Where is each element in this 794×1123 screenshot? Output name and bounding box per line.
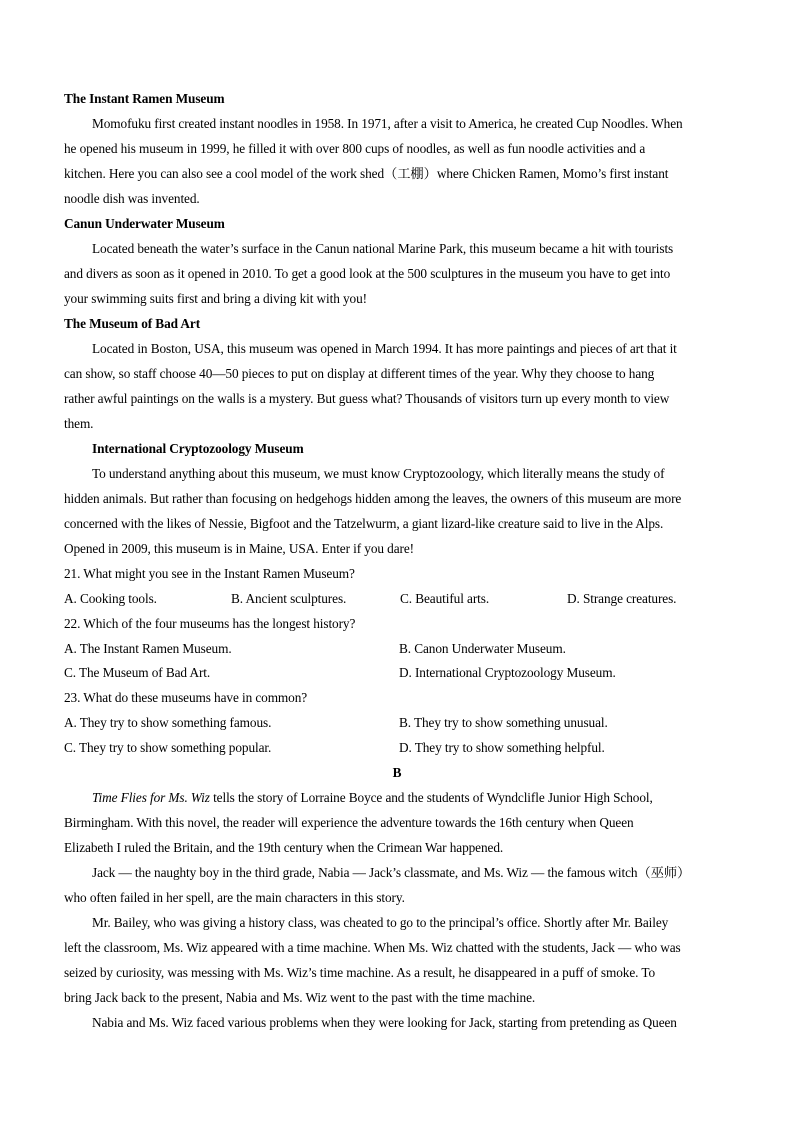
q23-option-b: B. They try to show something unusual. [399, 715, 608, 730]
paragraph-line: Jack — the naughty boy in the third grade, Nabia — Jack’s classmate, and Ms. Wiz — the famous witch（巫师） [92, 865, 691, 880]
q21-option-c: C. Beautiful arts. [400, 591, 490, 606]
paragraph-line: Located beneath the water’s surface in the Canun national Marine Park, this museum became a hit with tourists [92, 241, 674, 256]
museum-title-instant-ramen: The Instant Ramen Museum [64, 91, 225, 106]
question-23-stem: 23. What do these museums have in common? [64, 690, 308, 705]
section-b-heading: B [392, 765, 402, 780]
museum-title-canun-underwater: Canun Underwater Museum [64, 216, 225, 231]
paragraph-line: can show, so staff choose 40—50 pieces to put on display at different times of the year. Why they choose to hang [64, 366, 655, 381]
q21-option-d: D. Strange creatures. [567, 591, 677, 606]
paragraph-line: Mr. Bailey, who was giving a history class, was cheated to go to the principal’s office. Shortly after Mr. Bailey [92, 915, 669, 930]
paragraph-line: he opened his museum in 1999, he filled it with over 800 cups of noodles, as well as fun noodle activities and a [64, 141, 646, 156]
question-22-stem: 22. Which of the four museums has the longest history? [64, 616, 356, 631]
q23-option-d: D. They try to show something helpful. [399, 740, 605, 755]
paragraph-line: rather awful paintings on the walls is a mystery. But guess what? Thousands of visitors turn up every month to view [64, 391, 670, 406]
q22-option-c: C. The Museum of Bad Art. [64, 665, 211, 680]
paragraph-line: them. [64, 416, 94, 431]
paragraph-line: bring Jack back to the present, Nabia and Ms. Wiz went to the past with the time machine. [64, 990, 536, 1005]
paragraph-line: Elizabeth I ruled the Britain, and the 19th century when the Crimean War happened. [64, 840, 504, 855]
paragraph-text: tells the story of Lorraine Boyce and the students of Wyndclifle Junior High School, [209, 790, 653, 805]
paragraph-line: Opened in 2009, this museum is in Maine, USA. Enter if you dare! [64, 541, 414, 556]
q23-option-c: C. They try to show something popular. [64, 740, 272, 755]
paragraph-line: your swimming suits first and bring a diving kit with you! [64, 291, 367, 306]
q23-option-a: A. They try to show something famous. [64, 715, 272, 730]
paragraph-line: kitchen. Here you can also see a cool model of the work shed（工棚）where Chicken Ramen, Momo’s first instant [64, 166, 669, 181]
q21-option-a: A. Cooking tools. [64, 591, 157, 606]
q22-option-a: A. The Instant Ramen Museum. [64, 641, 232, 656]
paragraph-line: Located in Boston, USA, this museum was opened in March 1994. It has more paintings and pieces of art that it [92, 341, 677, 356]
q22-option-b: B. Canon Underwater Museum. [399, 641, 566, 656]
paragraph-line: Momofuku first created instant noodles in 1958. In 1971, after a visit to America, he created Cup Noodles. When [92, 116, 683, 131]
museum-title-cryptozoology: International Cryptozoology Museum [92, 441, 304, 456]
question-21-stem: 21. What might you see in the Instant Ramen Museum? [64, 566, 355, 581]
paragraph-line: who often failed in her spell, are the main characters in this story. [64, 890, 405, 905]
paragraph-line: left the classroom, Ms. Wiz appeared with a time machine. When Ms. Wiz chatted with the students, Jack — who was [64, 940, 681, 955]
paragraph-line: noodle dish was invented. [64, 191, 200, 206]
paragraph-line [92, 790, 653, 806]
paragraph-line: hidden animals. But rather than focusing on hedgehogs hidden among the leaves, the owners of this museum are more [64, 491, 682, 506]
book-title: Time Flies for Ms. Wiz [92, 790, 210, 805]
q22-option-d: D. International Cryptozoology Museum. [399, 665, 616, 680]
paragraph-line: seized by curiosity, was messing with Ms. Wiz’s time machine. As a result, he disappeared in a puff of smoke. To [64, 965, 655, 980]
paragraph-line: To understand anything about this museum, we must know Cryptozoology, which literally means the study of [92, 466, 665, 481]
paragraph-line: Birmingham. With this novel, the reader will experience the adventure towards the 16th century when Queen [64, 815, 634, 830]
paragraph-line: Nabia and Ms. Wiz faced various problems when they were looking for Jack, starting from pretending as Queen [92, 1015, 677, 1030]
q21-option-b: B. Ancient sculptures. [231, 591, 347, 606]
museum-title-bad-art: The Museum of Bad Art [64, 316, 201, 331]
paragraph-line: and divers as soon as it opened in 2010. To get a good look at the 500 sculptures in the museum you have to get into [64, 266, 671, 281]
paragraph-line: concerned with the likes of Nessie, Bigfoot and the Tatzelwurm, a giant lizard-like creature said to live in the Alps. [64, 516, 664, 531]
